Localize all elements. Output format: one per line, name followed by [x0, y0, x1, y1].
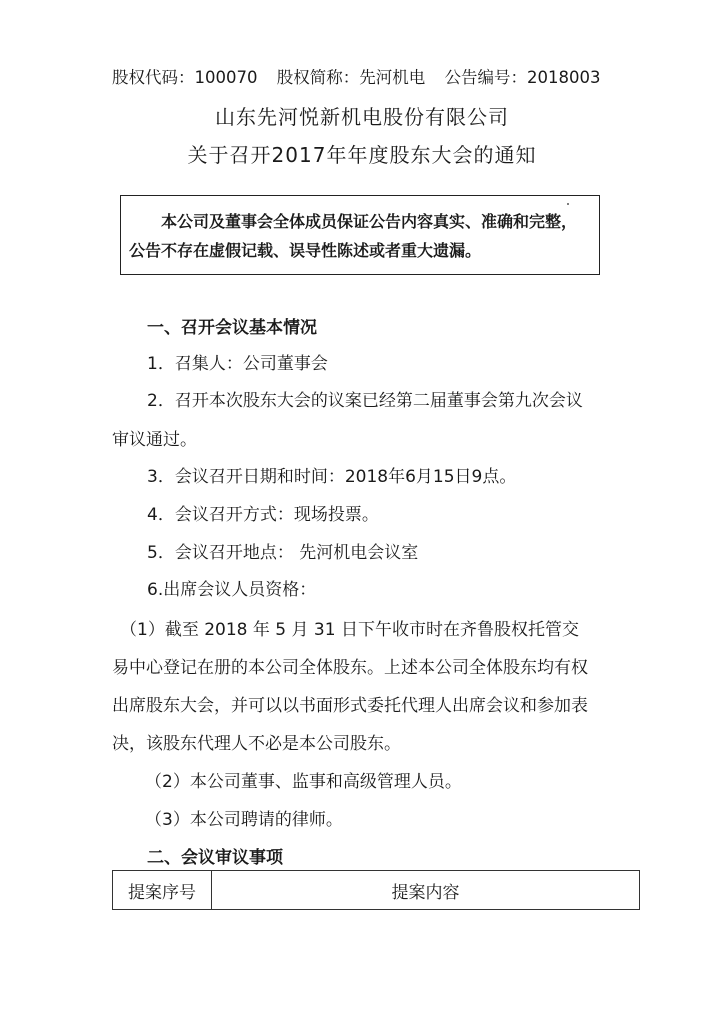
disclaimer-box: [120, 195, 600, 275]
stock-abbreviation: 股权简称：先河机电: [276, 68, 426, 87]
sub-1-line-4: 决，该股东代理人不必是本公司股东。: [112, 734, 401, 754]
disclaimer-line-1: 本公司及董事会全体成员保证公告内容真实、准确和完整，: [161, 212, 578, 231]
proposal-content-header: 提案内容: [391, 882, 460, 903]
item-6-attendee-qualification: 6.出席会议人员资格：: [147, 580, 317, 600]
sub-1-line-2: 易中心登记在册的本公司全体股东。上述本公司全体股东均有权: [112, 658, 588, 678]
item-3-date-time: 3．会议召开日期和时间：2018年6月15日9点。: [147, 467, 517, 487]
item-2-line-1: 2．召开本次股东大会的议案已经第二届董事会第九次会议: [147, 391, 583, 411]
notice-subject-title: 关于召开2017年年度股东大会的通知: [187, 143, 537, 167]
company-title: 山东先河悦新机电股份有限公司: [215, 105, 509, 129]
item-1-convener: 1．召集人：公司董事会: [147, 354, 328, 374]
section-2-heading: 二、会议审议事项: [147, 848, 283, 868]
sub-2-directors: （2）本公司董事、监事和高级管理人员。: [145, 772, 462, 792]
header-codes: [112, 64, 615, 88]
item-2-line-2: 审议通过。: [112, 430, 197, 450]
disclaimer-line-2: 公告不存在虚假记载、误导性陈述或者重大遗漏。: [129, 241, 482, 260]
sub-1-line-3: 出席股东大会，并可以以书面形式委托代理人出席会议和参加表: [112, 696, 588, 716]
proposal-number-header: 提案序号: [113, 871, 212, 909]
notice-number: 公告编号：2018003: [444, 68, 601, 87]
scan-speck: [567, 203, 569, 205]
item-5-location: 5．会议召开地点： 先河机电会议室: [147, 543, 419, 563]
stock-code: 股权代码：100070: [112, 68, 258, 87]
sub-3-lawyer: （3）本公司聘请的律师。: [145, 810, 343, 830]
proposal-table-header: [112, 870, 640, 910]
item-4-method: 4．会议召开方式：现场投票。: [147, 505, 379, 525]
section-1-heading: 一、召开会议基本情况: [147, 318, 317, 338]
sub-1-line-1: （1）截至 2018 年 5 月 31 日下午收市时在齐鲁股权托管交: [120, 620, 579, 640]
